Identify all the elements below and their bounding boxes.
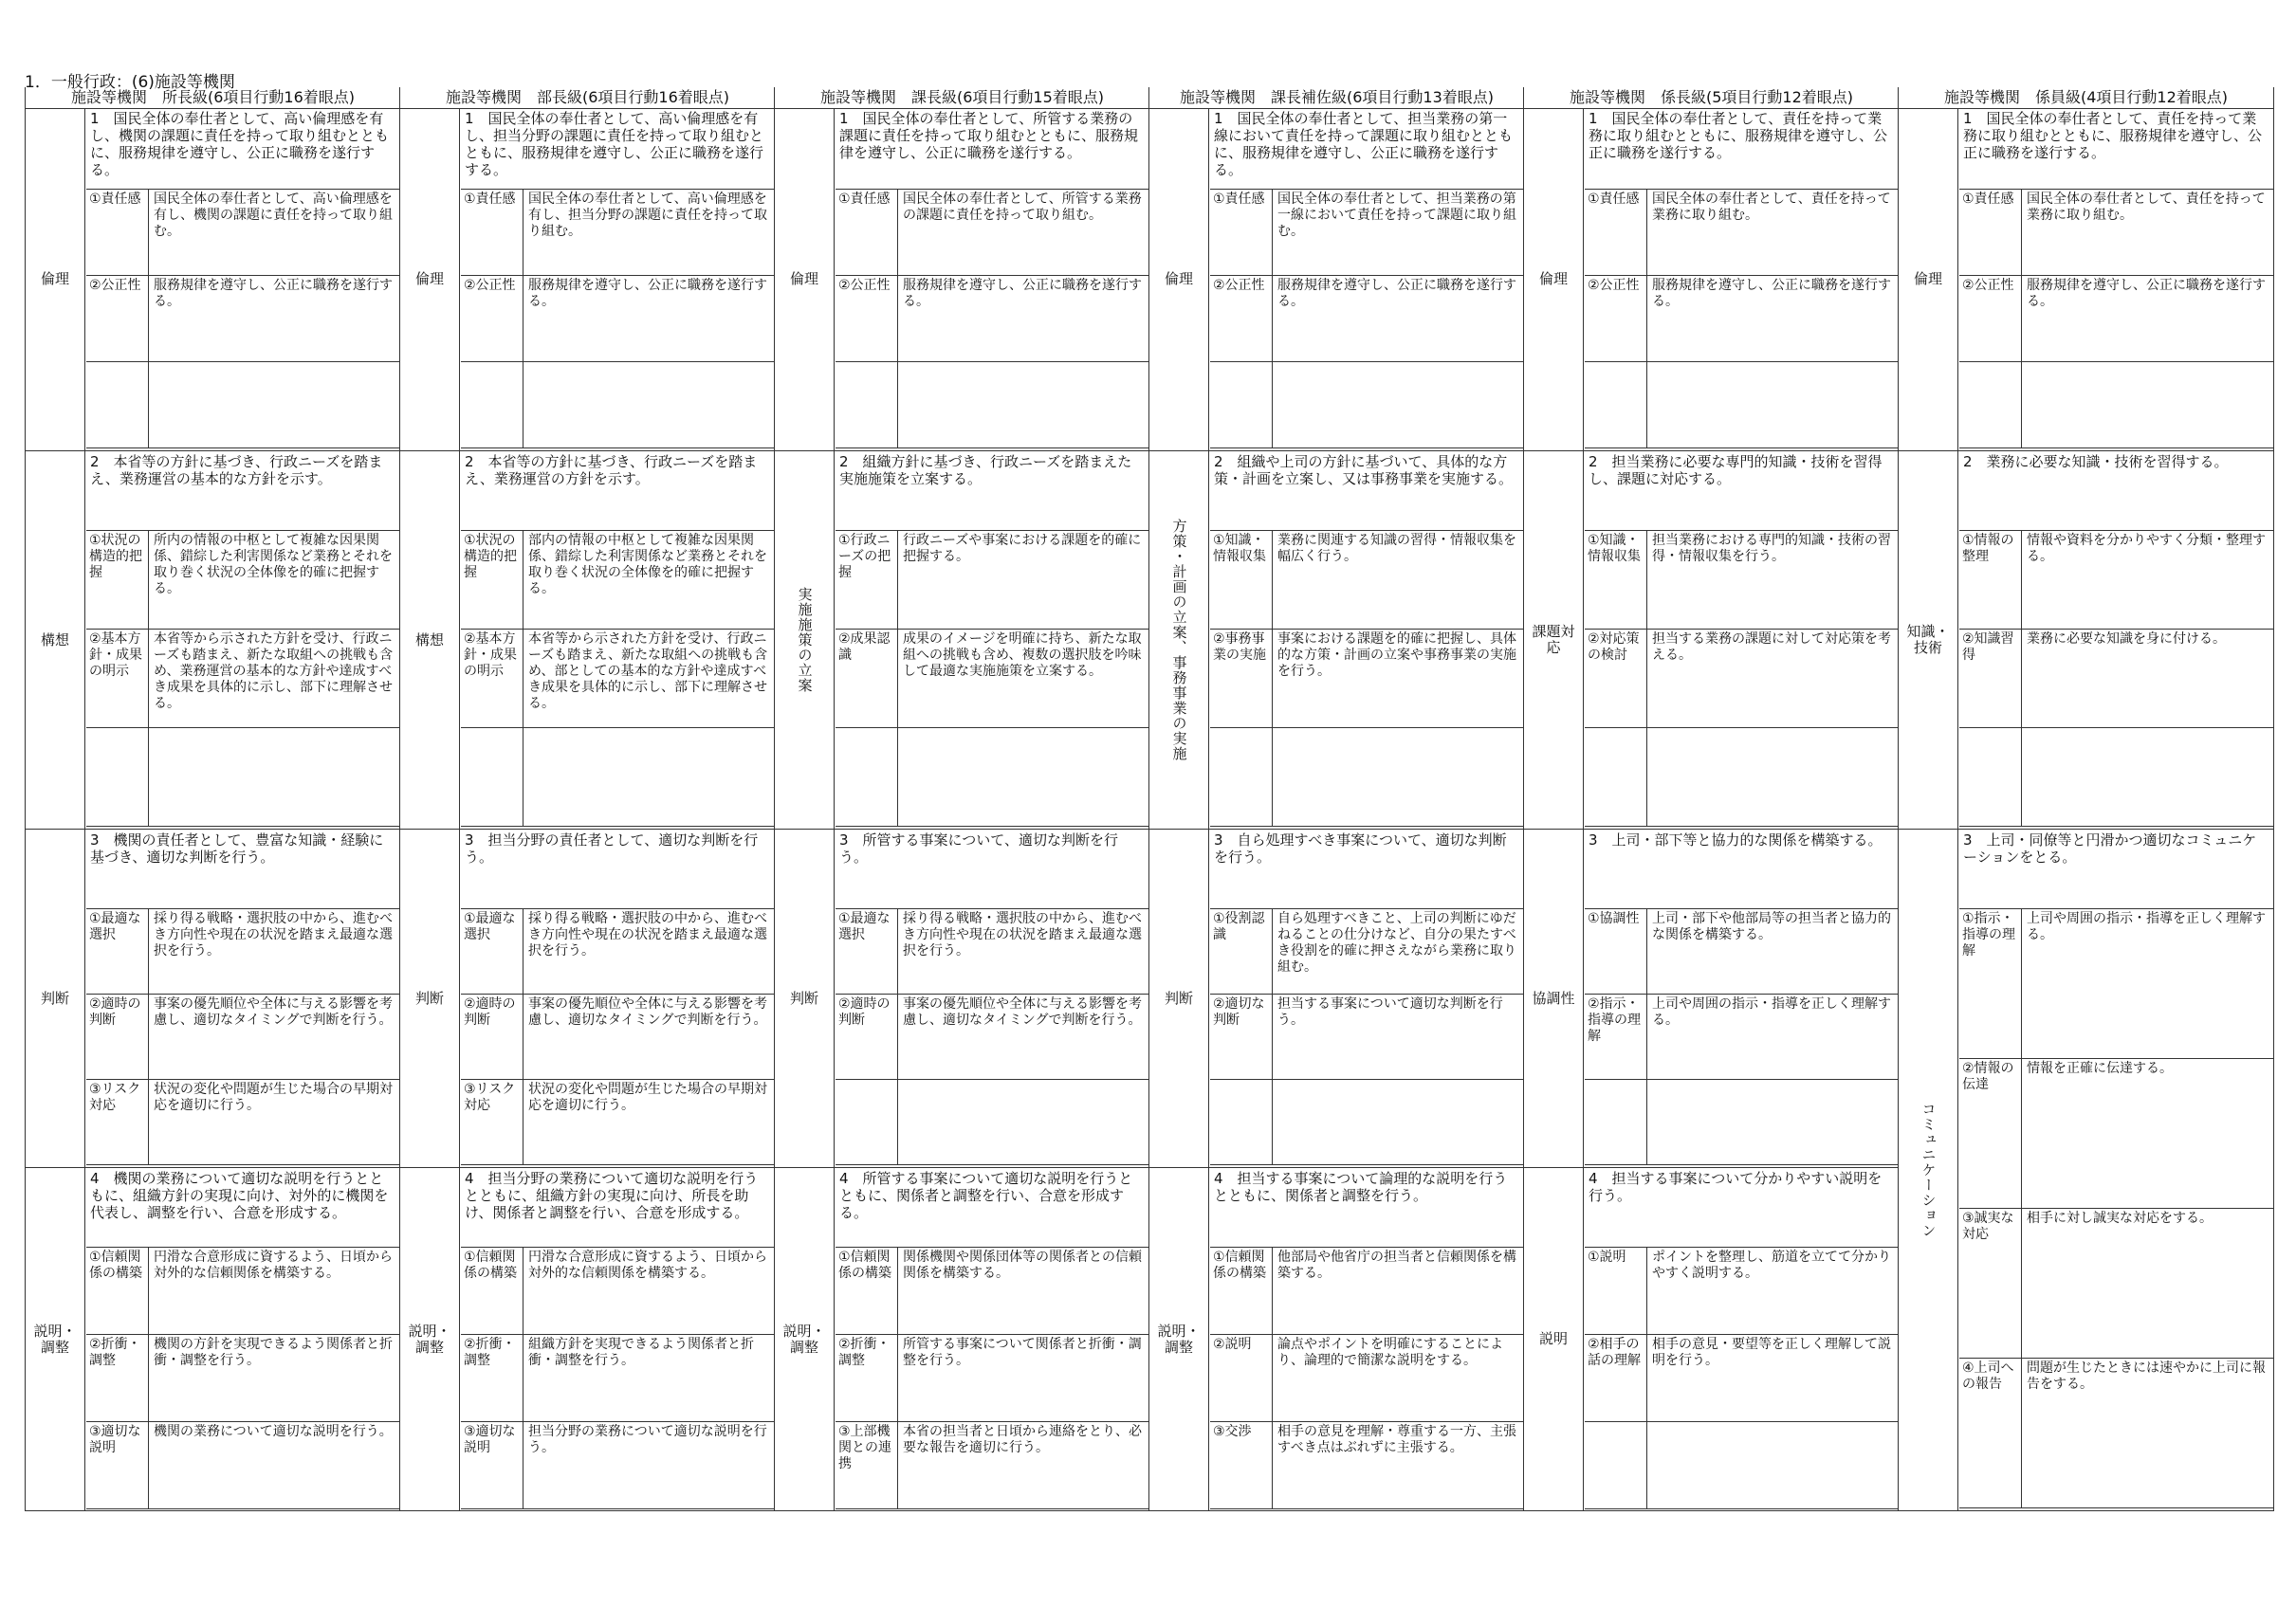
competency-goal: 3 自ら処理すべき事案について、適切な判断を行う。 [1210,830,1524,909]
competency-goal: 3 上司・同僚等と円滑かつ適切なコミュニケーションをとる。 [1959,830,2273,909]
competency-goal: 3 機関の責任者として、豊富な知識・経験に基づき、適切な判断を行う。 [86,830,400,909]
competency-category: 倫理 [1899,108,1958,450]
empty-label-cell [1585,1422,1647,1508]
competency-section [1149,1168,1524,1511]
competency-category: 説明・調整 [400,1168,460,1510]
behavior-row [1585,531,1899,630]
behavior-label: ①信頼関係の構築 [1210,1248,1273,1334]
behavior-label: ①最適な選択 [461,909,523,994]
behavior-label: ②指示・指導の理解 [1585,995,1647,1079]
empty-label-cell [86,362,149,447]
behavior-row [1585,276,1899,362]
grade-column [25,87,400,1511]
empty-label-cell [461,362,523,447]
empty-row [1585,1080,1899,1165]
behavior-label: ②折衝・調整 [461,1335,523,1421]
competency-goal: 4 機関の業務について適切な説明を行うとともに、組織方針の実現に向け、対外的に機関を代表し、調整を行い、合意を形成する。 [86,1168,400,1248]
empty-row [1959,728,2273,827]
behavior-label: ②基本方針・成果の明示 [86,630,149,727]
grade-header: 施設等機関 課長級(6項目行動15着眼点) [775,87,1149,109]
behavior-label: ①責任感 [836,190,898,275]
grade-column [1898,87,2274,1511]
behavior-label: ②公正性 [461,276,523,361]
behavior-description: 服務規律を遵守し、公正に職務を遂行する。 [1277,278,1516,309]
grade-column [399,87,775,1511]
competency-category: 判断 [26,830,85,1167]
behavior-row [836,909,1149,995]
competency-category: 倫理 [775,108,835,450]
behavior-row [1959,1209,2273,1359]
behavior-label: ①指示・指導の理解 [1959,909,2022,1058]
behavior-label: ①信頼関係の構築 [461,1248,523,1334]
empty-label-cell [836,1080,898,1164]
competency-category: 課題対応 [1524,451,1584,829]
behavior-description: 事案の優先順位や全体に与える影響を考慮し、適切なタイミングで判断を行う。 [903,996,1142,1028]
behavior-label: ②公正性 [1959,276,2022,361]
behavior-row [1210,995,1524,1080]
behavior-row [461,909,775,995]
behavior-row [1585,1248,1899,1335]
competency-section [1149,108,1524,451]
behavior-description: 採り得る戦略・選択肢の中から、進むべき方向性や現在の状況を踏まえ最適な選択を行う。 [154,911,393,959]
behavior-label: ②相手の話の理解 [1585,1335,1647,1421]
behavior-description: 情報を正確に伝達する。 [2027,1061,2173,1076]
competency-section [400,1168,775,1511]
behavior-description: 成果のイメージを明確に持ち、新たな取組への挑戦も含め、複数の選択肢を吟味して最適な実施施策を立案する。 [903,631,1142,679]
empty-label-cell [461,728,523,826]
empty-label-cell [1959,728,2022,826]
grade-header: 施設等機関 係長級(5項目行動12着眼点) [1524,87,1899,109]
competency-category: 知識・技術 [1899,451,1958,829]
competency-category: 構想 [26,451,85,829]
behavior-description: 本省等から示された方針を受け、行政ニーズも踏まえ、新たな取組への挑戦も含め、部としての基本的な方針や達成すべき成果を具体的に示し、部下に理解させる。 [528,631,768,711]
behavior-row [836,995,1149,1080]
competency-goal: 2 担当業務に必要な専門的知識・技術を習得し、課題に対応する。 [1585,451,1899,531]
behavior-description: 事案の優先順位や全体に与える影響を考慮し、適切なタイミングで判断を行う。 [154,996,393,1028]
behavior-row [1959,190,2273,276]
behavior-description: 国民全体の奉仕者として、高い倫理感を有し、機関の課題に責任を持って取り組む。 [154,192,393,239]
behavior-row [1585,995,1899,1080]
competency-category: コミュニケーション [1899,830,1958,1510]
competency-section [1899,108,2273,451]
behavior-description: 所内の情報の中枢として複雑な因果関係、錯綜した利害関係など業務とそれを取り巻く状況の全体像を的確に把握する。 [154,533,393,596]
behavior-label: ②情報の伝達 [1959,1059,2022,1208]
behavior-description: 本省の担当者と日頃から連絡をとり、必要な報告を適切に行う。 [903,1424,1142,1455]
behavior-label: ①協調性 [1585,909,1647,994]
behavior-row [461,1335,775,1422]
behavior-label: ②適時の判断 [461,995,523,1079]
behavior-description: 相手の意見を理解・尊重する一方、主張すべき点はぶれずに主張する。 [1277,1424,1516,1455]
behavior-description: 部内の情報の中枢として複雑な因果関係、錯綜した利害関係など業務とそれを取り巻く状況の全体像を的確に把握する。 [528,533,767,596]
competency-category: 判断 [1149,830,1209,1167]
empty-row [1585,1422,1899,1509]
competency-goal: 3 所管する事案について、適切な判断を行う。 [836,830,1149,909]
competency-goal: 2 組織や上司の方針に基づいて、具体的な方策・計画を立案し、又は事務事業を実施する。 [1210,451,1524,531]
behavior-row [1210,630,1524,728]
behavior-label: ②公正性 [836,276,898,361]
behavior-description: 業務に必要な知識を身に付ける。 [2027,631,2226,647]
behavior-label: ②対応策の検討 [1585,630,1647,727]
behavior-row [86,1080,400,1165]
competency-category: 協調性 [1524,830,1584,1167]
behavior-label: ②公正性 [86,276,149,361]
behavior-row [86,1422,400,1509]
behavior-label: ②説明 [1210,1335,1273,1421]
behavior-label: ③誠実な対応 [1959,1209,2022,1358]
behavior-row [86,995,400,1080]
empty-row [86,728,400,827]
competency-goal: 1 国民全体の奉仕者として、責任を持って業務に取り組むとともに、服務規律を遵守し、公正に職務を遂行する。 [1585,108,1899,190]
behavior-label: ②適切な判断 [1210,995,1273,1079]
competency-category: 判断 [400,830,460,1167]
behavior-description: 服務規律を遵守し、公正に職務を遂行する。 [154,278,393,309]
behavior-label: ①最適な選択 [836,909,898,994]
competency-section [400,108,775,451]
behavior-description: 国民全体の奉仕者として、担当業務の第一線において責任を持って課題に取り組む。 [1277,192,1516,239]
competency-table [25,87,2274,1511]
behavior-row [1210,1335,1524,1422]
competency-goal: 2 本省等の方針に基づき、行政ニーズを踏まえ、業務運営の方針を示す。 [461,451,775,531]
empty-row [1210,1080,1524,1165]
behavior-row [86,190,400,276]
empty-label-cell [1585,362,1647,447]
behavior-row [86,1248,400,1335]
competency-category: 説明・調整 [26,1168,85,1510]
competency-category: 倫理 [400,108,460,450]
competency-goal: 1 国民全体の奉仕者として、担当業務の第一線において責任を持って課題に取り組むとともに、服務規律を遵守し、公正に職務を遂行する。 [1210,108,1524,190]
behavior-label: ④上司への報告 [1959,1359,2022,1507]
behavior-description: 問題が生じたときには速やかに上司に報告をする。 [2027,1360,2266,1392]
behavior-description: 国民全体の奉仕者として、責任を持って業務に取り組む。 [1652,192,1891,223]
behavior-label: ②公正性 [1210,276,1273,361]
behavior-row [86,276,400,362]
document-title: 1．一般行政：(6)施設等機関 [25,73,235,92]
behavior-description: 相手の意見・要望等を正しく理解して説明を行う。 [1652,1337,1891,1368]
behavior-description: 機関の方針を実現できるよう関係者と折衝・調整を行う。 [154,1337,393,1368]
competency-section [1524,1168,1899,1511]
empty-row [836,728,1149,827]
behavior-label: ①信頼関係の構築 [836,1248,898,1334]
behavior-row [836,190,1149,276]
behavior-row [86,630,400,728]
behavior-row [836,630,1149,728]
grade-column [1148,87,1524,1511]
behavior-row [1959,909,2273,1059]
behavior-description: 自ら処理すべきこと、上司の判断にゆだねることの仕分けなど、自分の果たすべき役割を的確に押さえながら業務に取り組む。 [1277,911,1516,975]
behavior-description: 服務規律を遵守し、公正に職務を遂行する。 [1652,278,1891,309]
empty-row [86,362,400,448]
behavior-row [86,531,400,630]
competency-category: 構想 [400,451,460,829]
behavior-description: 採り得る戦略・選択肢の中から、進むべき方向性や現在の状況を踏まえ最適な選択を行う。 [903,911,1142,959]
behavior-description: 本省等から示された方針を受け、行政ニーズも踏まえ、新たな取組への挑戦も含め、業務運営の基本的な方針や達成すべき成果を具体的に示し、部下に理解させる。 [154,631,394,711]
behavior-description: 組織方針を実現できるよう関係者と折衝・調整を行う。 [528,1337,754,1368]
behavior-row [86,909,400,995]
empty-label-cell [1210,728,1273,826]
behavior-description: 服務規律を遵守し、公正に職務を遂行する。 [903,278,1142,309]
behavior-label: ①最適な選択 [86,909,149,994]
behavior-row [461,1248,775,1335]
behavior-description: 状況の変化や問題が生じた場合の早期対応を適切に行う。 [528,1082,767,1113]
behavior-row [1210,190,1524,276]
behavior-description: 国民全体の奉仕者として、所管する業務の課題に責任を持って取り組む。 [903,192,1142,223]
grade-header: 施設等機関 部長級(6項目行動16着眼点) [400,87,775,109]
grade-column [774,87,1149,1511]
competency-goal: 1 国民全体の奉仕者として、所管する業務の課題に責任を持って取り組むとともに、服務規律を遵守し、公正に職務を遂行する。 [836,108,1149,190]
behavior-label: ①知識・情報収集 [1210,531,1273,629]
competency-category: 実施施策の立案 [775,451,835,829]
competency-section [26,451,400,830]
behavior-row [836,276,1149,362]
behavior-row [1585,190,1899,276]
competency-category: 判断 [775,830,835,1167]
competency-category: 説明・調整 [1149,1168,1209,1510]
behavior-description: 担当業務における専門的知識・技術の習得・情報収集を行う。 [1652,533,1891,564]
behavior-description: 国民全体の奉仕者として、高い倫理感を有し、担当分野の課題に責任を持って取り組む。 [528,192,767,239]
behavior-label: ③交渉 [1210,1422,1273,1508]
behavior-row [1210,1422,1524,1509]
behavior-label: ②適時の判断 [86,995,149,1079]
competency-category: 倫理 [26,108,85,450]
behavior-row [461,995,775,1080]
behavior-label: ①責任感 [461,190,523,275]
empty-row [836,362,1149,448]
competency-goal: 4 担当分野の業務について適切な説明を行うとともに、組織方針の実現に向け、所長を助け、関係者と調整を行い、合意を形成する。 [461,1168,775,1248]
behavior-description: 情報や資料を分かりやすく分類・整理する。 [2027,533,2266,564]
competency-section [1899,830,2273,1511]
grade-header: 施設等機関 課長補佐級(6項目行動13着眼点) [1149,87,1524,109]
empty-label-cell [1210,1080,1273,1164]
behavior-row [1959,531,2273,630]
behavior-row [836,1422,1149,1509]
behavior-description: 円滑な合意形成に資するよう、日頃から対外的な信頼関係を構築する。 [154,1250,393,1281]
behavior-description: 上司・部下や他部局等の担当者と協力的な関係を構築する。 [1652,911,1891,942]
behavior-row [461,190,775,276]
behavior-row [1210,276,1524,362]
competency-section [1524,830,1899,1168]
behavior-description: 国民全体の奉仕者として、責任を持って業務に取り組む。 [2027,192,2266,223]
behavior-description: 円滑な合意形成に資するよう、日頃から対外的な信頼関係を構築する。 [528,1250,767,1281]
behavior-row [1959,630,2273,728]
behavior-label: ①状況の構造的把握 [86,531,149,629]
empty-label-cell [1585,728,1647,826]
behavior-row [461,1080,775,1165]
behavior-row [461,1422,775,1509]
behavior-row [1959,1359,2273,1508]
behavior-label: ③リスク対応 [461,1080,523,1164]
behavior-label: ①責任感 [86,190,149,275]
behavior-label: ③適切な説明 [461,1422,523,1508]
competency-section [1149,451,1524,830]
behavior-label: ①責任感 [1210,190,1273,275]
behavior-description: 服務規律を遵守し、公正に職務を遂行する。 [528,278,767,309]
competency-section [775,1168,1149,1511]
competency-goal: 4 所管する事案について適切な説明を行うとともに、関係者と調整を行い、合意を形成する。 [836,1168,1149,1248]
behavior-description: 採り得る戦略・選択肢の中から、進むべき方向性や現在の状況を踏まえ最適な選択を行う。 [528,911,767,959]
behavior-label: ①行政ニーズの把握 [836,531,898,629]
competency-section [1899,451,2273,830]
behavior-label: ②知識習得 [1959,630,2022,727]
competency-goal: 2 業務に必要な知識・技術を習得する。 [1959,451,2273,531]
behavior-description: 担当する業務の課題に対して対応策を考える。 [1652,631,1891,663]
behavior-label: ②折衝・調整 [86,1335,149,1421]
competency-section [775,830,1149,1168]
behavior-row [1959,276,2273,362]
competency-goal: 1 国民全体の奉仕者として、高い倫理感を有し、担当分野の課題に責任を持って取り組むとともに、服務規律を遵守し、公正に職務を遂行する。 [461,108,775,190]
behavior-label: ①情報の整理 [1959,531,2022,629]
behavior-label: ①信頼関係の構築 [86,1248,149,1334]
empty-row [461,362,775,448]
empty-label-cell [836,728,898,826]
behavior-label: ③適切な説明 [86,1422,149,1508]
behavior-row [1585,1335,1899,1422]
behavior-row [1585,909,1899,995]
competency-goal: 2 本省等の方針に基づき、行政ニーズを踏まえ、業務運営の基本的な方針を示す。 [86,451,400,531]
behavior-label: ③リスク対応 [86,1080,149,1164]
behavior-label: ②適時の判断 [836,995,898,1079]
behavior-description: 行政ニーズや事案における課題を的確に把握する。 [903,533,1142,564]
behavior-description: 機関の業務について適切な説明を行う。 [154,1424,393,1439]
behavior-description: 上司や周囲の指示・指導を正しく理解する。 [2027,911,2266,942]
competency-category: 方策・計画の立案、事務事業の実施 [1149,451,1209,829]
competency-goal: 4 担当する事案について分かりやすい説明を行う。 [1585,1168,1899,1248]
competency-goal: 3 上司・部下等と協力的な関係を構築する。 [1585,830,1899,909]
grade-column [1523,87,1899,1511]
behavior-description: 事案の優先順位や全体に与える影響を考慮し、適切なタイミングで判断を行う。 [528,996,767,1028]
competency-section [775,108,1149,451]
empty-row [461,728,775,827]
behavior-row [836,1248,1149,1335]
behavior-label: ②基本方針・成果の明示 [461,630,523,727]
empty-label-cell [1585,1080,1647,1164]
behavior-description: 服務規律を遵守し、公正に職務を遂行する。 [2027,278,2266,309]
behavior-row [461,531,775,630]
behavior-description: 担当分野の業務について適切な説明を行う。 [528,1424,767,1455]
empty-label-cell [836,362,898,447]
behavior-row [86,1335,400,1422]
behavior-description: 相手に対し誠実な対応をする。 [2027,1211,2213,1226]
behavior-label: ②成果認識 [836,630,898,727]
behavior-label: ①責任感 [1585,190,1647,275]
empty-label-cell [1210,362,1273,447]
behavior-description: 担当する事案について適切な判断を行う。 [1277,996,1503,1028]
competency-category: 説明 [1524,1168,1584,1510]
behavior-row [1210,909,1524,995]
competency-goal: 2 組織方針に基づき、行政ニーズを踏まえた実施施策を立案する。 [836,451,1149,531]
behavior-row [461,630,775,728]
behavior-description: 他部局や他省庁の担当者と信頼関係を構築する。 [1277,1250,1516,1281]
competency-goal: 1 国民全体の奉仕者として、責任を持って業務に取り組むとともに、服務規律を遵守し、公正に職務を遂行する。 [1959,108,2273,190]
behavior-label: ①状況の構造的把握 [461,531,523,629]
competency-goal: 1 国民全体の奉仕者として、高い倫理感を有し、機関の課題に責任を持って取り組むとともに、服務規律を遵守し、公正に職務を遂行する。 [86,108,400,190]
behavior-label: ①説明 [1585,1248,1647,1334]
competency-section [1524,108,1899,451]
behavior-description: 上司や周囲の指示・指導を正しく理解する。 [1652,996,1891,1028]
behavior-description: 事案における課題を的確に把握し、具体的な方策・計画の立案や事務事業の実施を行う。 [1277,631,1516,679]
competency-section [1149,830,1524,1168]
competency-category: 倫理 [1149,108,1209,450]
behavior-row [836,1335,1149,1422]
behavior-label: ①役割認識 [1210,909,1273,994]
competency-section [26,830,400,1168]
competency-goal: 4 担当する事案について論理的な説明を行うとともに、関係者と調整を行う。 [1210,1168,1524,1248]
behavior-label: ③上部機関との連携 [836,1422,898,1508]
behavior-row [1210,531,1524,630]
empty-label-cell [86,728,149,826]
competency-section [26,108,400,451]
behavior-label: ②事務事業の実施 [1210,630,1273,727]
competency-section [775,451,1149,830]
behavior-description: 所管する事案について関係者と折衝・調整を行う。 [903,1337,1142,1368]
behavior-row [1585,630,1899,728]
empty-row [1210,362,1524,448]
behavior-label: ②折衝・調整 [836,1335,898,1421]
behavior-description: 論点やポイントを明確にすることにより、論理的で簡潔な説明をする。 [1277,1337,1503,1368]
behavior-description: 状況の変化や問題が生じた場合の早期対応を適切に行う。 [154,1082,393,1113]
empty-row [1585,362,1899,448]
behavior-label: ①責任感 [1959,190,2022,275]
behavior-row [836,531,1149,630]
grade-header: 施設等機関 係員級(4項目行動12着眼点) [1899,87,2273,109]
competency-category: 倫理 [1524,108,1584,450]
behavior-row [1959,1059,2273,1209]
behavior-row [1210,1248,1524,1335]
competency-section [26,1168,400,1511]
empty-row [1959,362,2273,448]
empty-row [1210,728,1524,827]
competency-section [1524,451,1899,830]
empty-row [1585,728,1899,827]
behavior-description: ポイントを整理し、筋道を立てて分かりやすく説明する。 [1652,1250,1891,1281]
empty-row [836,1080,1149,1165]
behavior-label: ①知識・情報収集 [1585,531,1647,629]
behavior-row [461,276,775,362]
competency-goal: 3 担当分野の責任者として、適切な判断を行う。 [461,830,775,909]
competency-section [400,451,775,830]
grade-header: 施設等機関 所長級(6項目行動16着眼点) [26,87,400,109]
behavior-description: 関係機関や関係団体等の関係者との信頼関係を構築する。 [903,1250,1142,1281]
competency-category: 説明・調整 [775,1168,835,1510]
behavior-description: 業務に関連する知識の習得・情報収集を幅広く行う。 [1277,533,1516,564]
empty-label-cell [1959,362,2022,447]
competency-section [400,830,775,1168]
behavior-label: ②公正性 [1585,276,1647,361]
